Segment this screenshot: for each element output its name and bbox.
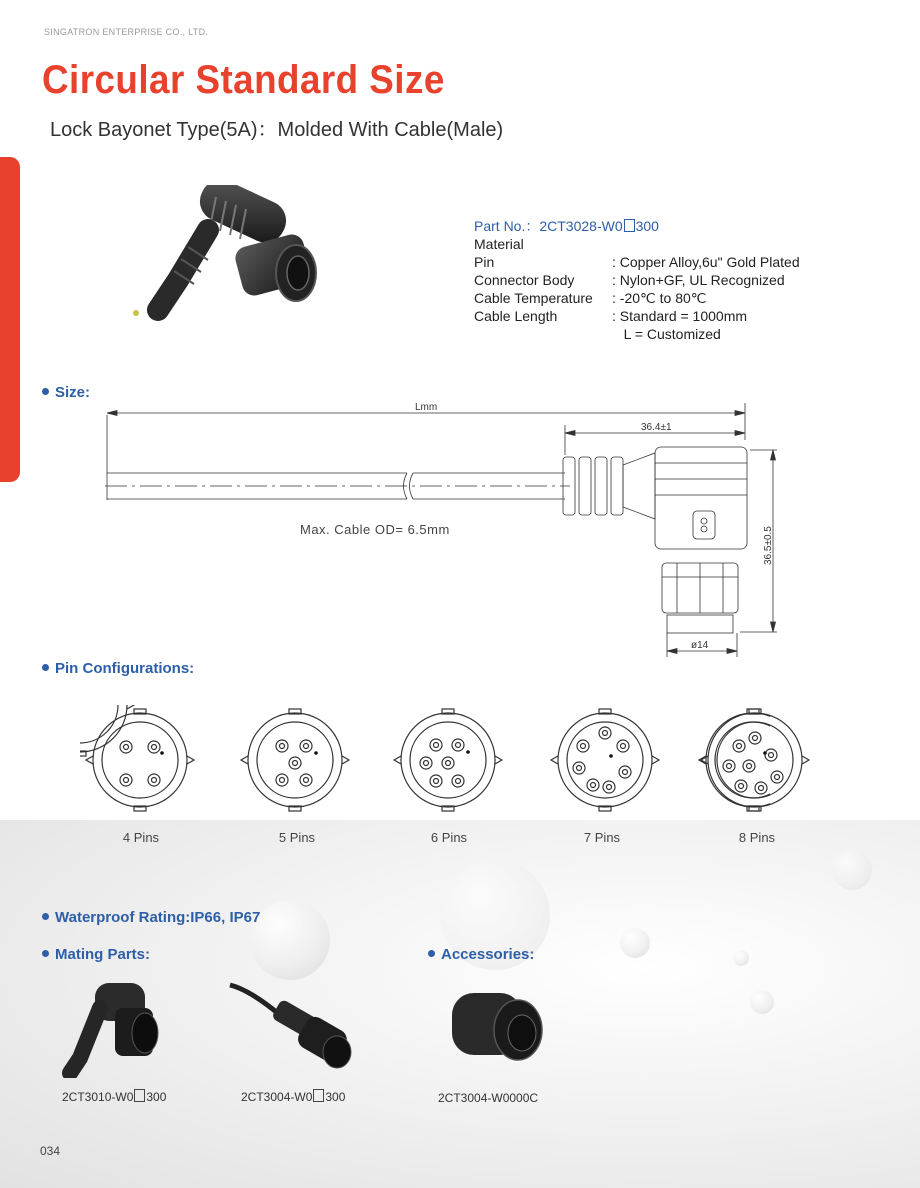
spec-row: Cable Temperature : -20℃ to 80℃ xyxy=(474,290,707,306)
mating-part-caption-2: 2CT3004-W0 300 xyxy=(241,1090,346,1104)
mating-part-image-1 xyxy=(60,978,170,1078)
dim-14-label: ø14 xyxy=(691,640,709,651)
bullet-icon xyxy=(42,913,49,920)
placeholder-box-icon xyxy=(624,219,635,232)
bullet-icon xyxy=(42,664,49,671)
pin-face-6 xyxy=(394,709,502,811)
accessories-heading: Accessories: xyxy=(428,946,534,963)
bullet-icon xyxy=(42,388,49,395)
part-number: Part No.：2CT3028-W0 300 xyxy=(474,218,659,234)
decorative-bubble xyxy=(832,850,872,890)
side-tab xyxy=(0,157,20,482)
pin-diagrams xyxy=(80,705,770,815)
pin-label-4: 4 Pins xyxy=(122,830,160,845)
spec-row: L = Customized xyxy=(612,326,721,342)
length-label: Lmm xyxy=(415,402,438,413)
mating-part-caption-1: 2CT3010-W0 300 xyxy=(62,1090,167,1104)
material-heading: Material xyxy=(474,236,524,252)
bullet-icon xyxy=(42,950,49,957)
size-heading: Size: xyxy=(42,384,90,401)
spec-row: Pin : Copper Alloy,6u" Gold Plated xyxy=(474,254,800,270)
pin-face-8-detail xyxy=(700,705,810,815)
waterproof-heading: Waterproof Rating:IP66, IP67 xyxy=(42,909,260,926)
decorative-bubble xyxy=(250,900,330,980)
decorative-bubble xyxy=(733,950,749,966)
product-image xyxy=(118,185,333,325)
spec-row: Cable Length : Standard = 1000mm xyxy=(474,308,748,324)
placeholder-box-icon xyxy=(134,1089,145,1102)
decorative-bubble xyxy=(750,990,774,1014)
pin-face-5 xyxy=(241,709,349,811)
bullet-icon xyxy=(428,950,435,957)
decorative-bubble xyxy=(620,928,650,958)
cable-od-note: Max. Cable OD= 6.5mm xyxy=(300,522,450,537)
spec-row: Connector Body : Nylon+GF, UL Recognized xyxy=(474,272,785,288)
pin-label-8: 8 Pins xyxy=(738,830,776,845)
pin-face-4 xyxy=(86,709,194,811)
pin-label-5: 5 Pins xyxy=(278,830,316,845)
pin-label-7: 7 Pins xyxy=(583,830,621,845)
placeholder-box-icon xyxy=(313,1089,324,1102)
dim-364-label: 36.4±1 xyxy=(641,422,672,433)
pin-label-6: 6 Pins xyxy=(430,830,468,845)
dim-365-label: 36.5±0.5 xyxy=(763,526,774,565)
accessory-image xyxy=(440,985,550,1075)
page-title: Circular Standard Size xyxy=(42,58,445,102)
mating-part-image-2 xyxy=(225,980,365,1075)
pin-face-7 xyxy=(551,709,659,811)
page-number: 034 xyxy=(40,1144,61,1158)
spec-block xyxy=(474,217,800,343)
accessory-caption: 2CT3004-W0000C xyxy=(438,1091,539,1105)
company-name: SINGATRON ENTERPRISE CO., LTD. xyxy=(44,27,209,37)
pin-config-heading: Pin Configurations: xyxy=(42,660,194,677)
page-subtitle: Lock Bayonet Type(5A)：Molded With Cable(Male) xyxy=(50,119,504,141)
mating-parts-heading: Mating Parts: xyxy=(42,946,150,963)
